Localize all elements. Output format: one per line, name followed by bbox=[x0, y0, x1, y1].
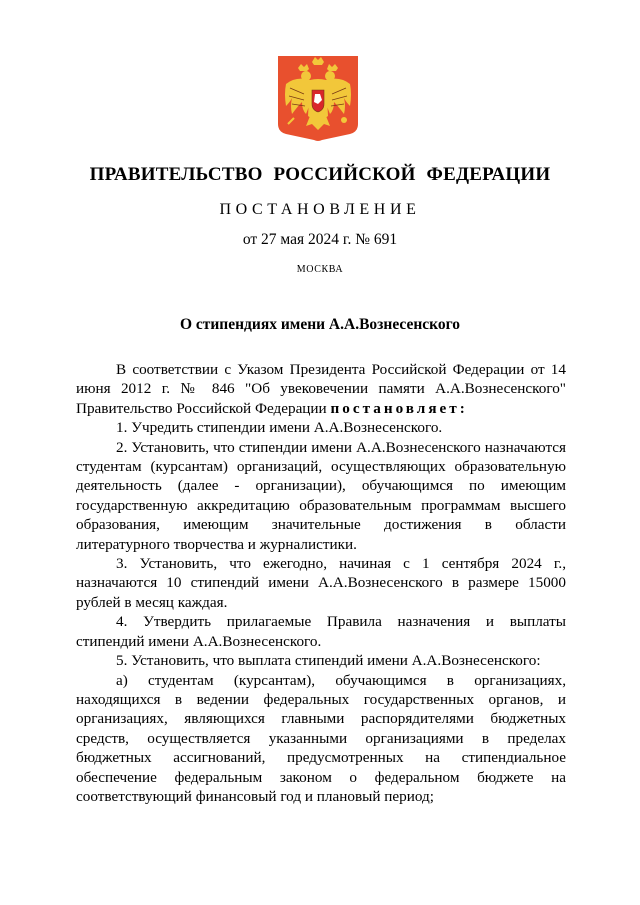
clause-4: 4. Утвердить прилагаемые Правила назначения и выплаты стипендий имени А.А.Вознесенского. bbox=[76, 613, 566, 650]
clause-5a: а) студентам (курсантам), обучающимся в организациях, находящихся в ведении федеральных государственных органов, и организациях, являющихся главными распорядителями бюджетных средств, осуществляется указанными организациями в пределах бюджетных ассигнований, предусмотренных на стипендиальное обеспечение федеральным законом о федеральном бюджете на соответствующий финансовый год и плановый период; bbox=[76, 671, 566, 805]
clause-5: 5. Установить, что выплата стипендий имени А.А.Вознесенского: bbox=[116, 652, 541, 670]
clause-2: 2. Установить, что стипендии имени А.А.Вознесенского назначаются студентам (курсантам) организаций, осуществляющих образовательную деятельность (далее - организации), обучающимся по имеющим государственную аккредитацию образовательным программам высшего образования, имеющим значительные достижения в области литературного творчества и журналистики. bbox=[76, 438, 566, 553]
document-type: ПОСТАНОВЛЕНИЕ bbox=[219, 201, 421, 218]
document-date-number: от 27 мая 2024 г. № 691 bbox=[242, 231, 398, 248]
government-title: ПРАВИТЕЛЬСТВО РОССИЙСКОЙ ФЕДЕРАЦИИ bbox=[89, 164, 551, 185]
document-subject: О стипендиях имени А.А.Вознесенского bbox=[179, 316, 461, 333]
preamble-text: В соответствии с Указом Президента Российской Федерации от 14 июня 2012 г. № 846 "Об увековечении памяти А.А.Вознесенского" Правительство Российской Федерации bbox=[76, 361, 566, 417]
coat-of-arms-icon bbox=[276, 54, 360, 146]
document-city: МОСКВА bbox=[296, 264, 344, 275]
preamble-paragraph bbox=[76, 360, 566, 418]
clause-3: 3. Установить, что ежегодно, начиная с 1 сентября 2024 г., назначаются 10 стипендий имени А.А.Вознесенского в размере 15000 рублей в месяц каждая. bbox=[76, 555, 566, 611]
document-body bbox=[76, 360, 566, 806]
resolves-word: постановляет: bbox=[330, 399, 468, 417]
clause-1: 1. Учредить стипендии имени А.А.Вознесенского. bbox=[116, 419, 443, 437]
